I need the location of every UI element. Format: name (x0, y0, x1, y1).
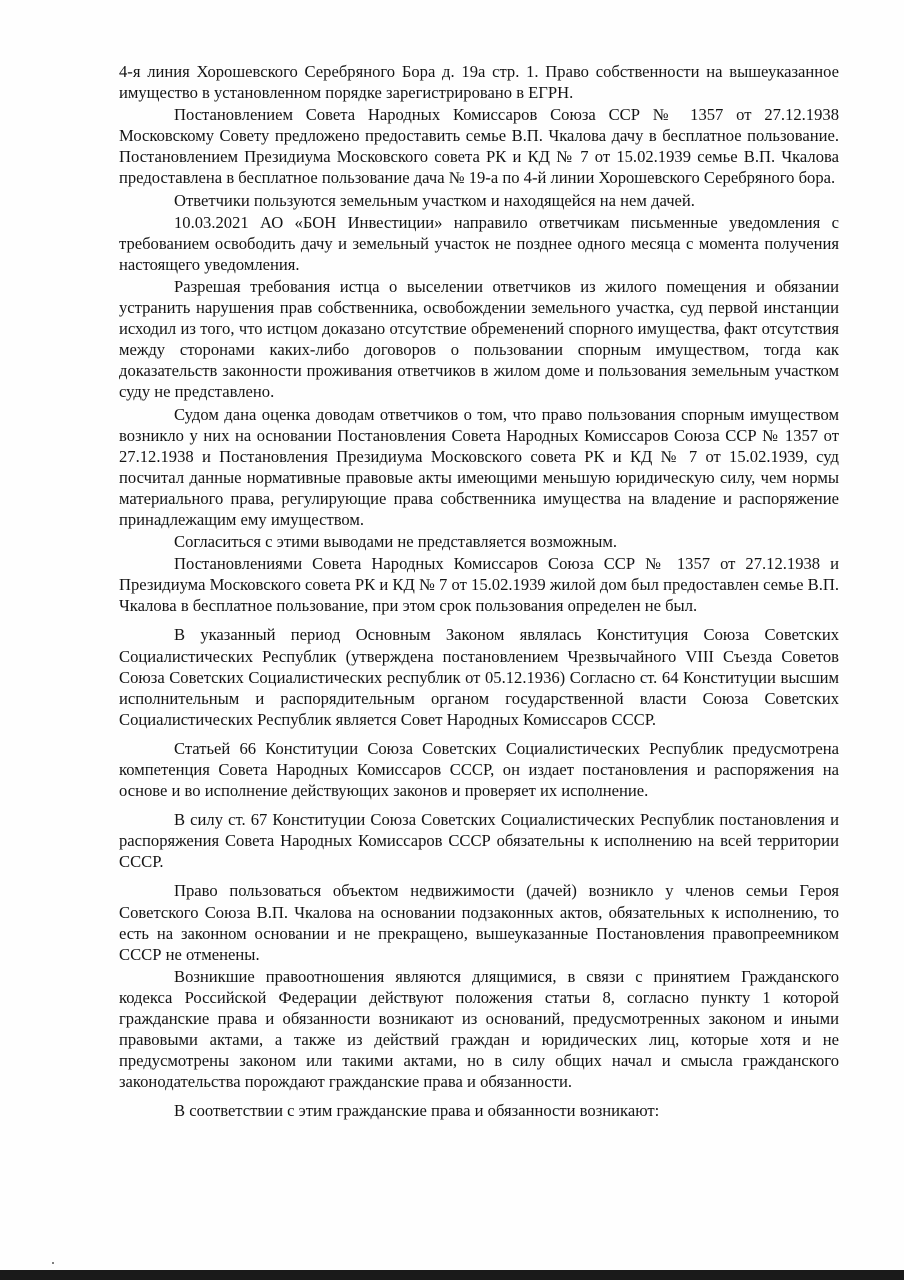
paragraph-article-67: В силу ст. 67 Конституции Союза Советских Социалистических Республик постановления и распоряжения Совета Народных Комиссаров СССР обязательны к исполнению на всей территории СССР. (119, 810, 839, 872)
paragraph-continuing-relations: Возникшие правоотношения являются длящимися, в связи с принятием Гражданского кодекса Российской Федерации действуют положения статьи 8, согласно пункту 1 которой гражданские права и обязанности возникают из оснований, предусмотренных законом и иными правовыми актами, а также из действий граждан и юридических лиц, которые хотя и не предусмотрены законом или такими актами, но в силу общих начал и смысла гражданского законодательства порождают гражданские права и обязанности. (119, 966, 839, 1092)
paragraph-defendants-use: Ответчики пользуются земельным участком и находящейся на нем дачей. (174, 190, 695, 210)
document-body (119, 61, 839, 1123)
paragraph-first-instance: Разрешая требования истца о выселении ответчиков из жилого помещения и обязании устранить нарушения прав собственника, освобождении земельного участка, суд первой инстанции исходил из того, что истцом доказано отсутствие обременений спорного имущества, факт отсутствия между сторонами каких-либо договоров о пользовании спорным имуществом, тогда как доказательств законности проживания ответчиков в жилом доме и пользования земельным участком суду не представлено. (119, 276, 839, 402)
paragraph-sovnarkom-resolution: Постановлением Совета Народных Комиссаров Союза ССР № 1357 от 27.12.1938 Московскому Совету предложено предоставить семье В.П. Чкалова дачу в бесплатное пользование. Постановлением Президиума Московского совета РК и КД № 7 от 15.02.1939 семье В.П. Чкалова предоставлена в бесплатное пользование дача № 19-а по 4-й линии Хорошевского Серебряного бора. (119, 105, 839, 188)
scan-speck (52, 1262, 54, 1264)
paragraph-notification: 10.03.2021 АО «БОН Инвестиции» направило ответчикам письменные уведомления с требованием освободить дачу и земельный участок не позднее одного месяца с момента получения настоящего уведомления. (119, 212, 839, 274)
paragraph-house-provided: Постановлениями Совета Народных Комиссаров Союза ССР № 1357 от 27.12.1938 и Президиума Московского совета РК и КД № 7 от 15.02.1939 жилой дом был предоставлен семье В.П. Чкалова в бесплатное пользование, при этом срок пользования определен не был. (119, 554, 839, 616)
paragraph-disagreement: Согласиться с этими выводами не представляется возможным. (174, 532, 618, 552)
paragraph-court-assessment: Судом дана оценка доводам ответчиков о том, что право пользования спорным имуществом возникло у них на основании Постановления Совета Народных Комиссаров Союза ССР № 1357 от 27.12.1938 и Постановления Президиума Московского совета РК и КД № 7 от 15.02.1939, суд посчитал данные нормативные правовые акты имеющими меньшую юридическую силу, чем нормы материального права, регулирующие права собственника имущества на владение и распоряжение принадлежащим ему имуществом. (119, 404, 839, 529)
paragraph-property-address: 4-я линия Хорошевского Серебряного Бора д. 19а стр. 1. Право собственности на вышеуказанное имущество в установленном порядке зарегистрировано в ЕГРН. (119, 62, 839, 103)
paragraph-rights-arise: В соответствии с этим гражданские права и обязанности возникают: (174, 1101, 660, 1121)
paragraph-article-66: Статьей 66 Конституции Союза Советских Социалистических Республик предусмотрена компетенция Совета Народных Комиссаров СССР, он издает постановления и распоряжения на основе и во исполнение действующих законов и проверяет их исполнение. (119, 738, 839, 801)
paragraph-right-of-use: Право пользоваться объектом недвижимости (дачей) возникло у членов семьи Героя Советского Союза В.П. Чкалова на основании подзаконных актов, обязательных к исполнению, то есть на законном основании и не прекращено, вышеуказанные Постановления правопреемником СССР не отменены. (119, 881, 839, 964)
scan-bottom-edge (0, 1270, 904, 1280)
paragraph-constitution: В указанный период Основным Законом являлась Конституция Союза Советских Социалистических Республик (утверждена постановлением Чрезвычайного VIII Съезда Советов Союза Советских Социалистических республик от 05.12.1936) Согласно ст. 64 Конституции высшим исполнительным и распорядительным органом государственной власти Союза Советских Социалистических Республик является Совет Народных Комиссаров СССР. (119, 625, 839, 729)
